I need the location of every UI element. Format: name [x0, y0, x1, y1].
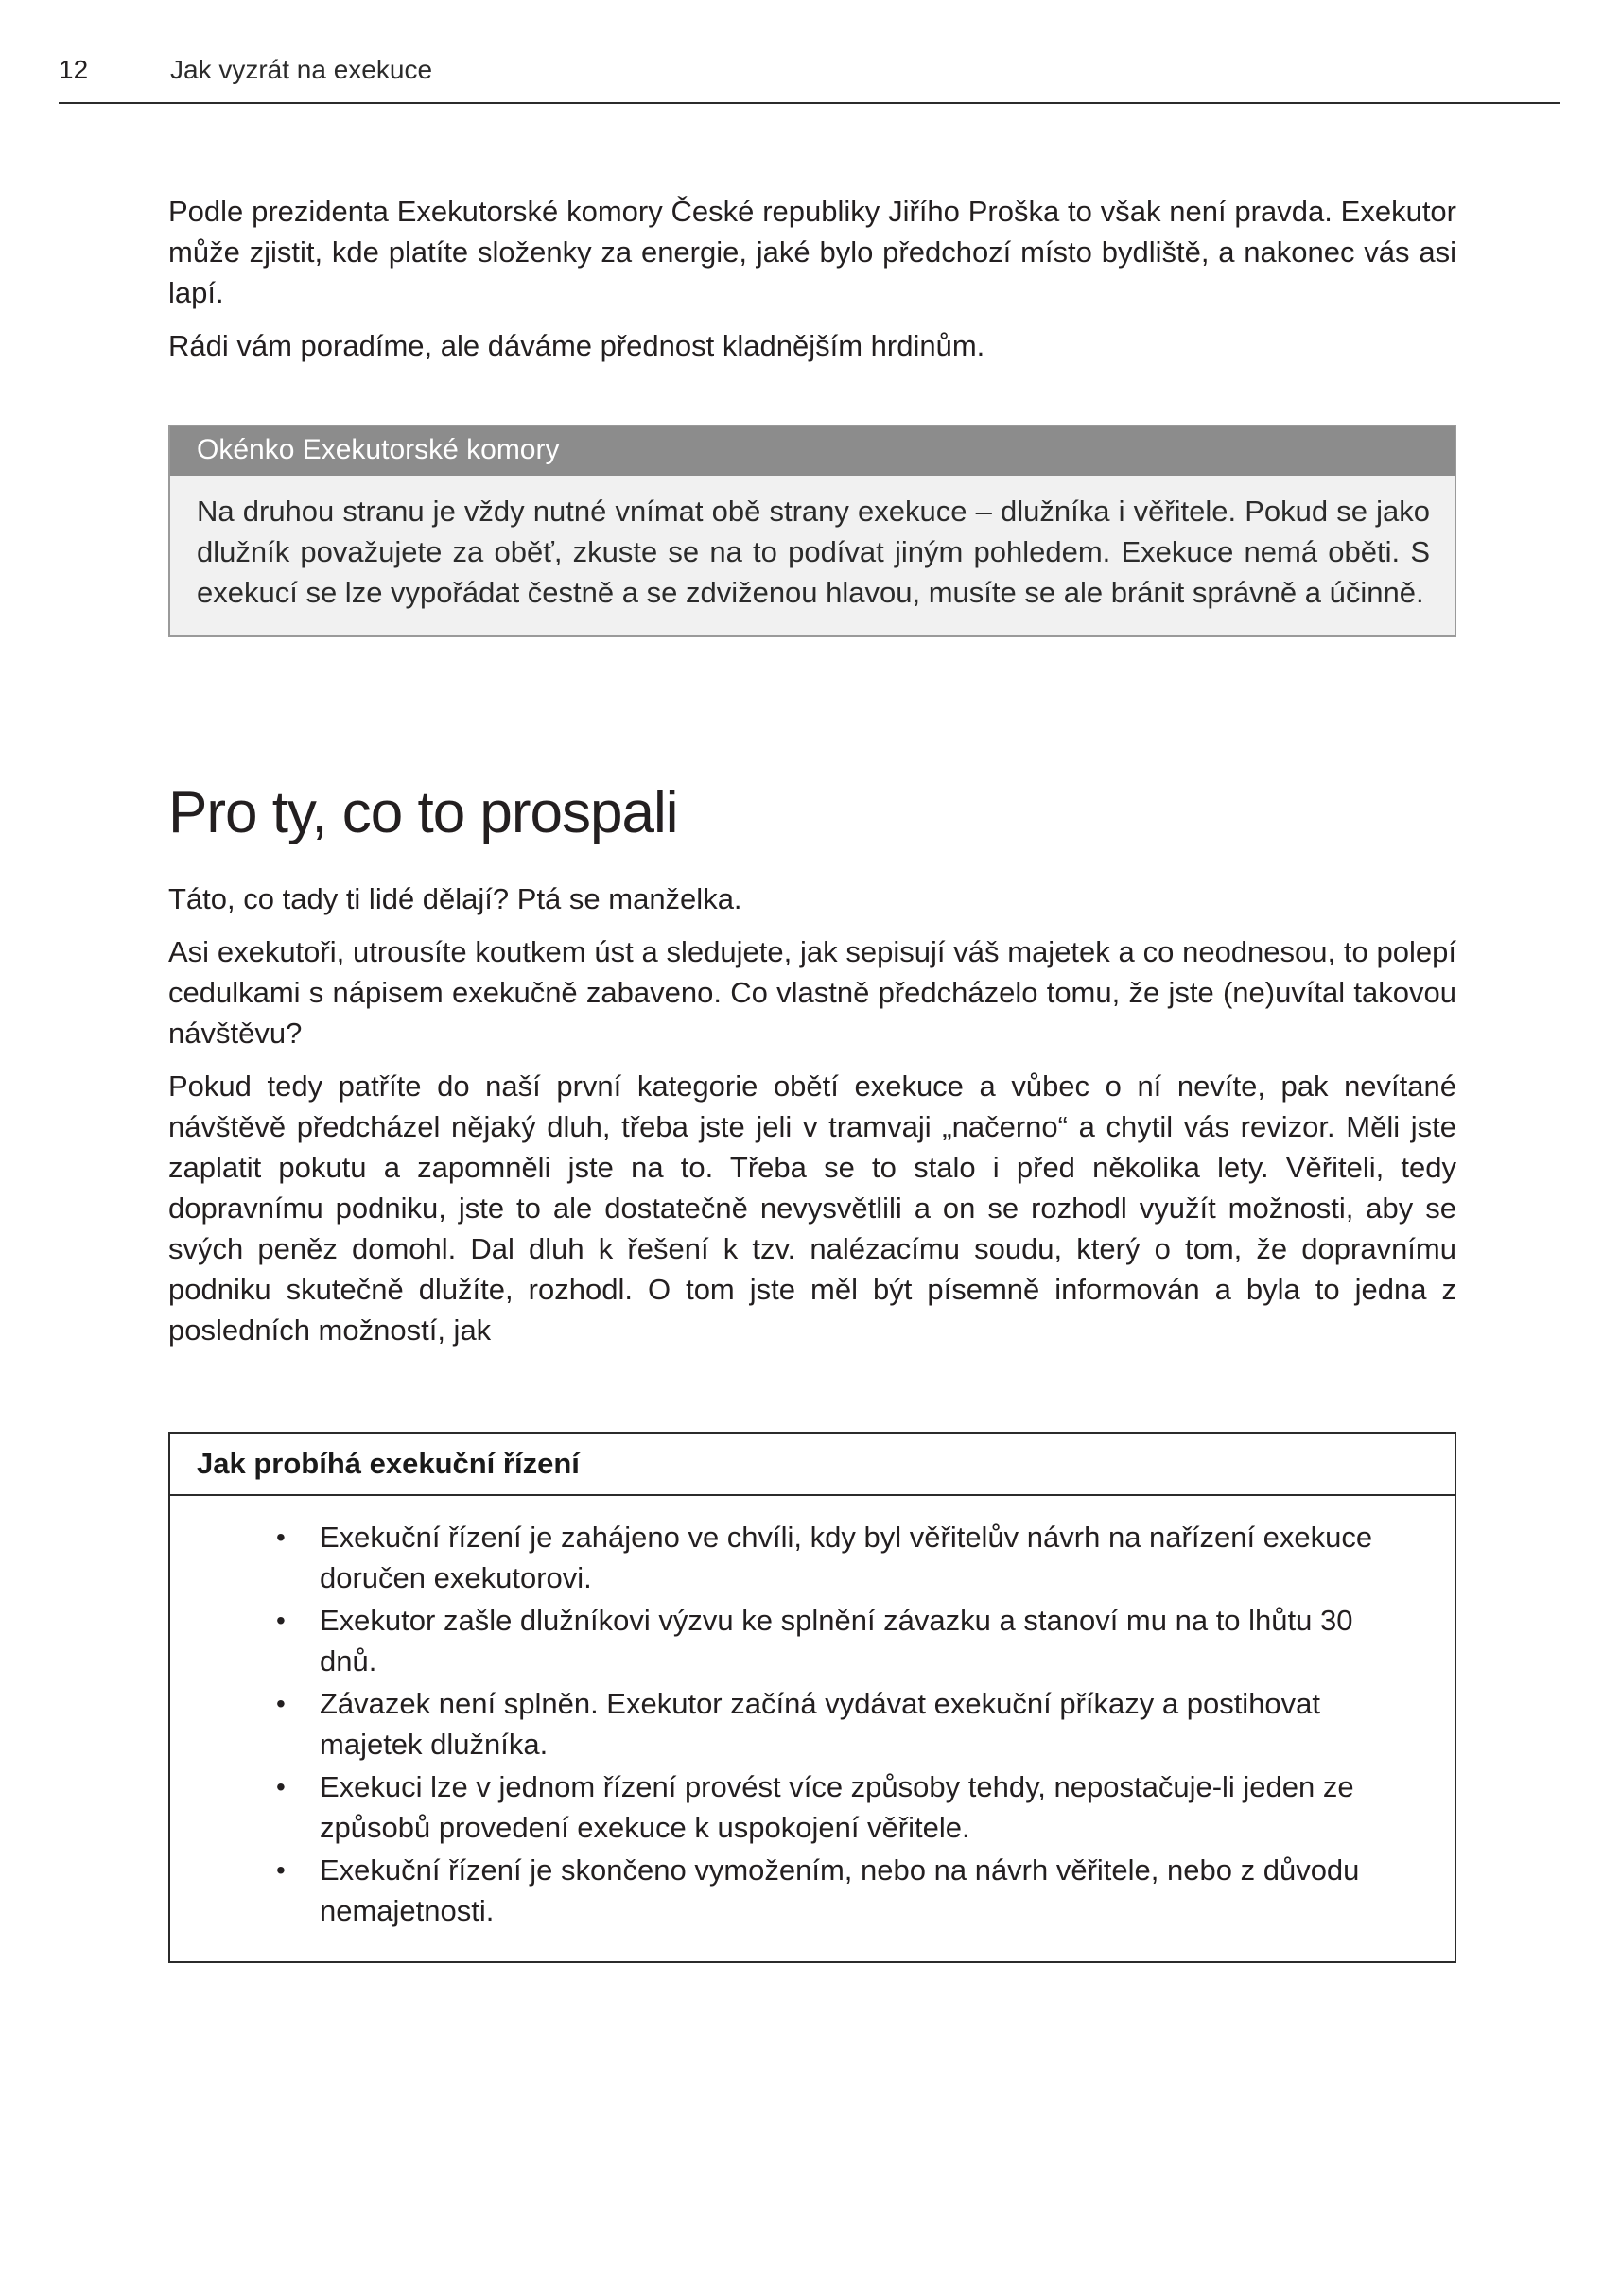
komora-info-box — [168, 425, 1456, 637]
list-item: • Exekutor zašle dlužníkovi výzvu ke splnění závazku a stanoví mu na to lhůtu 30 dnů. — [170, 1600, 1413, 1681]
page-header — [59, 55, 1560, 104]
list-item: • Exekuční řízení je zahájeno ve chvíli, kdy byl věřitelův návrh na nařízení exekuce doručen exekutorovi. — [170, 1517, 1413, 1598]
page-body — [168, 191, 1456, 1963]
list-item: • Závazek není splněn. Exekutor začíná vydávat exekuční příkazy a postihovat majetek dlužníka. — [170, 1683, 1413, 1765]
paragraph: Podle prezidenta Exekutorské komory České republiky Jiřího Proška to však není pravda. Exekutor může zjistit, kde platíte složenky za energie, jaké bylo předchozí místo bydliště, a nakonec vás asi lapí. — [168, 195, 1456, 309]
info-box-text: Na druhou stranu je vždy nutné vnímat obě strany exekuce – dlužníka i věřitele. Pokud se jako dlužník považujete za oběť, zkuste se na to podívat jiným pohledem. Exekuce nemá oběti. S exekucí se lze vypořádat čestně a se zdviženou hlavou, musíte se ale bránit správně a účinně. — [197, 495, 1430, 609]
paragraph: Asi exekutoři, utrousíte koutkem úst a sledujete, jak sepisují váš majetek a co neodnesou, to polepí cedulkami s nápisem exekučně zabaveno. Co vlastně předcházelo tomu, že jste (ne)uvítal takovou návštěvu? — [168, 935, 1456, 1050]
paragraph: Táto, co tady ti lidé dělají? Ptá se manželka. — [168, 882, 742, 915]
paragraph: Rádi vám poradíme, ale dáváme přednost kladnějším hrdinům. — [168, 329, 985, 362]
page-number: 12 — [59, 55, 89, 84]
process-box — [168, 1432, 1456, 1963]
process-steps-list — [170, 1496, 1455, 1961]
process-box-title: Jak probíhá exekuční řízení — [170, 1434, 1455, 1496]
paragraph: Pokud tedy patříte do naší první kategorie obětí exekuce a vůbec o ní nevíte, pak nevítané návštěvě předcházel nějaký dluh, třeba jste jeli v tramvaji „načerno“ a chytil vás revizor. Měli jste zaplatit pokutu a zapomněli jste na to. Třeba se to stalo i před několika lety. Věřiteli, tedy dopravnímu podniku, jste to ale dostatečně nevysvětlili a on se rozhodl využít možnosti, aby se svých peněz domohl. Dal dluh k řešení k tzv. nalézacímu soudu, který o tom, že dopravnímu podniku skutečně dlužíte, rozhodl. O tom jste měl být písemně informován a byla to jedna z posledních možností, jak — [168, 1070, 1456, 1347]
info-box-title: Okénko Exekutorské komory — [170, 426, 1455, 476]
list-item: • Exekuci lze v jednom řízení provést více způsoby tehdy, nepostačuje-li jeden ze způsobů provedení exekuce k uspokojení věřitele. — [170, 1766, 1413, 1848]
running-title: Jak vyzrát na exekuce — [170, 55, 433, 84]
section-heading: Pro ty, co to prospali — [168, 780, 678, 845]
list-item: • Exekuční řízení je skončeno vymožením, nebo na návrh věřitele, nebo z důvodu nemajetnosti. — [170, 1850, 1413, 1931]
